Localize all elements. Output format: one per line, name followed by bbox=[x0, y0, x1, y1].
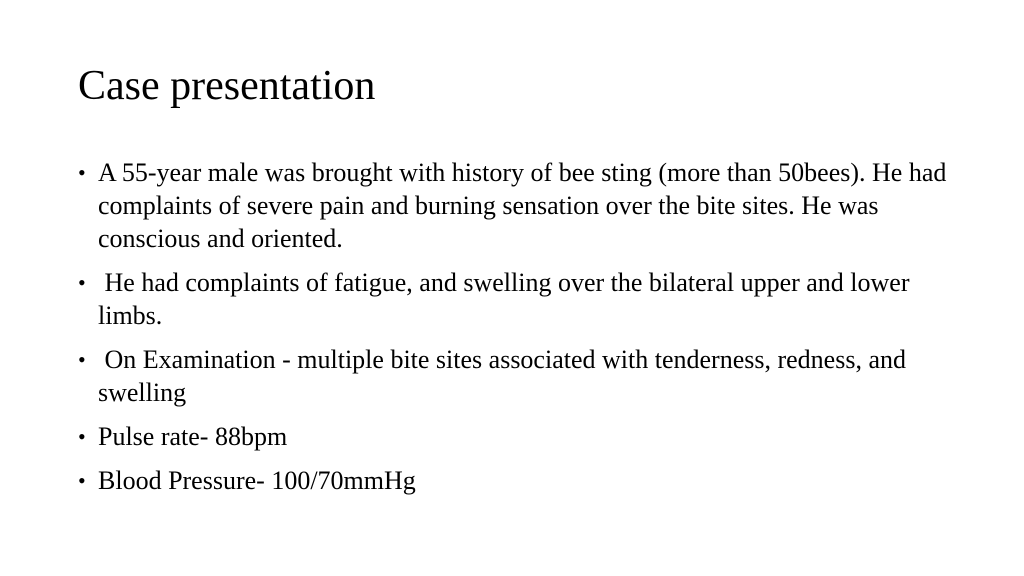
list-item bbox=[78, 343, 948, 409]
list-item bbox=[78, 420, 948, 453]
list-item bbox=[78, 156, 953, 255]
bullet-icon: • bbox=[78, 424, 86, 449]
slide-title: Case presentation bbox=[78, 63, 376, 109]
bullet-list bbox=[78, 156, 953, 508]
bullet-icon: • bbox=[78, 270, 86, 295]
bullet-text: A 55-year male was brought with history of bee sting (more than 50bees). He had complaints of severe pain and burning sensation over the bite sites. He was conscious and oriented. bbox=[98, 158, 953, 253]
list-item bbox=[78, 464, 948, 497]
bullet-text: Blood Pressure- 100/70mmHg bbox=[98, 466, 416, 495]
bullet-text: Pulse rate- 88bpm bbox=[98, 422, 288, 451]
bullet-icon: • bbox=[78, 347, 86, 372]
list-item bbox=[78, 266, 948, 332]
bullet-icon: • bbox=[78, 468, 86, 493]
bullet-text: He had complaints of fatigue, and swelling over the bilateral upper and lower limbs. bbox=[98, 268, 917, 330]
bullet-text: On Examination - multiple bite sites associated with tenderness, redness, and swelling bbox=[98, 345, 913, 407]
bullet-icon: • bbox=[78, 160, 86, 185]
